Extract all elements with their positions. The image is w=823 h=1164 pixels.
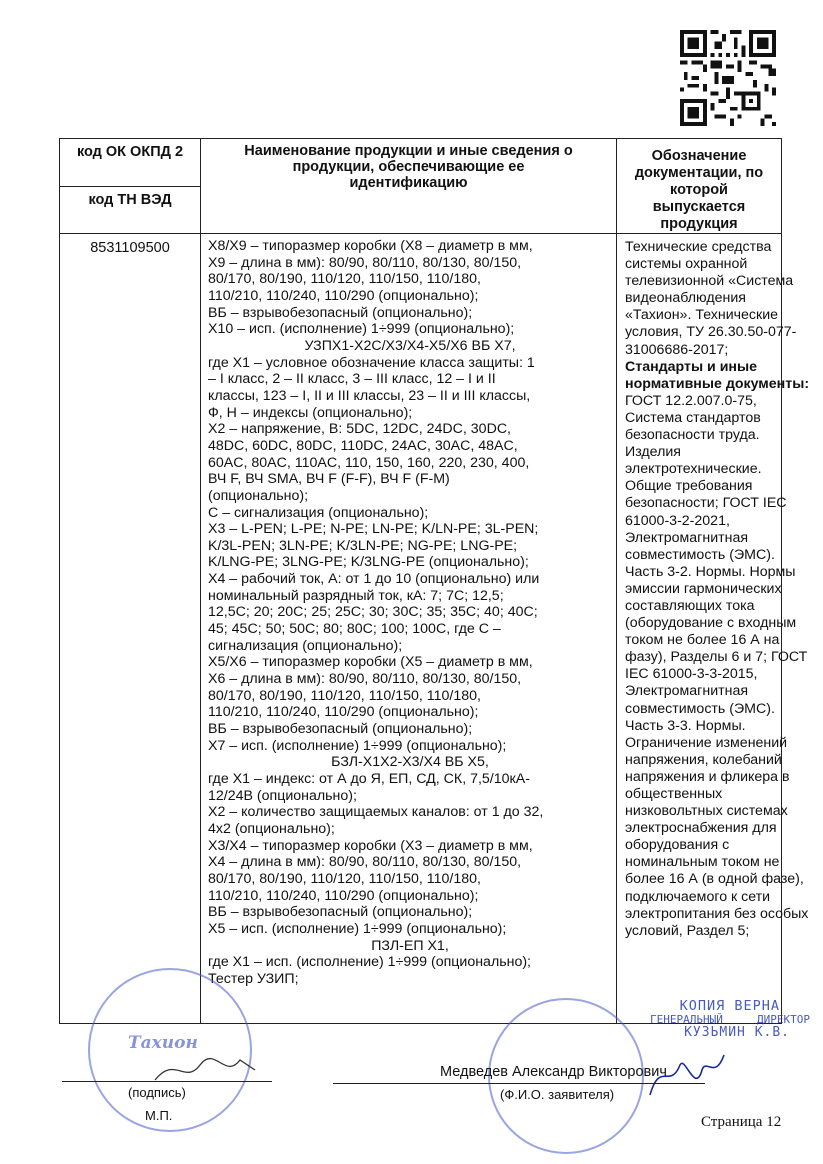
documentation-line: IEC 61000-3-3-2015, — [625, 666, 758, 683]
documentation-line: ГОСТ 12.2.007.0-75, — [625, 392, 757, 409]
documentation-line: Часть 3-2. Нормы. Нормы — [625, 563, 796, 580]
description-line: где X1 – индекс: от А до Я, ЕП, СД, СК, 7,5/10кА- — [208, 771, 530, 787]
header-doc-line: документации, по которой — [634, 165, 764, 198]
certified-role-2: ДИРЕКТОР — [757, 1013, 810, 1026]
documentation-line: совместимость (ЭМС). — [625, 700, 775, 717]
documentation-line: системы охранной — [625, 256, 748, 273]
certified-role-1: ГЕНЕРАЛЬНЫЙ — [650, 1013, 723, 1026]
documentation-line: (оборудование с входным — [625, 615, 797, 632]
description-line: K/LNG-PE; 3LNG-PE; K/3LNG-PE (опционально); — [208, 554, 529, 571]
documentation-line: Электромагнитная — [625, 683, 749, 700]
documentation-line: общественных — [625, 786, 723, 802]
description-line: – I класс, 2 – II класс, 3 – III класс, 12 – I и II — [208, 371, 496, 388]
description-line: 110/210, 110/240, 110/290 (опционально); — [208, 287, 479, 304]
description-line: X2 – напряжение, В: 5DC, 12DC, 24DC, 30DC, — [208, 421, 512, 438]
documentation-line: током не более 16 А на — [625, 632, 780, 649]
header-doc-line: Обозначение — [651, 148, 747, 164]
signature-label: (подпись) — [128, 1085, 186, 1100]
description-line: Тестер УЗИП; — [208, 970, 299, 987]
description-line: X3/X4 – типоразмер коробки (X3 – диаметр в мм, — [208, 837, 533, 854]
description-line: 60AC, 80AC, 110AC, 110, 150, 160, 220, 230, 400, — [208, 454, 530, 471]
documentation-line: более 16 А (в одной фазе), — [625, 871, 804, 888]
description-line: K/3L-PEN; 3LN-PE; K/3LN-PE; NG-PE; LNG-PE; — [208, 537, 518, 554]
description-line: X7 – исп. (исполнение) 1÷999 (опционально); — [208, 737, 507, 754]
documentation-line: безопасности труда. — [625, 427, 760, 444]
documentation-line: Стандарты и иные — [625, 358, 757, 375]
description-line: 80/170, 80/190, 110/120, 110/150, 110/180, — [208, 870, 481, 887]
documentation-line: нормативные документы: — [625, 375, 810, 392]
signature-line — [62, 1081, 272, 1082]
documentation-line: Система стандартов — [625, 409, 761, 426]
documentation-line: телевизионной «Система — [625, 273, 794, 290]
description-line: X4 – длина в мм): 80/90, 80/110, 80/130, 80/150, — [208, 854, 522, 871]
documentation-line: электропитания без особых — [625, 905, 809, 922]
description-line: ВБ – взрывобезопасный (опционально); — [208, 721, 473, 738]
documentation-line: Изделия — [625, 444, 681, 461]
certified-person: КУЗЬМИН К.В. — [684, 1025, 790, 1040]
description-line: где X1 – исп. (исполнение) 1÷999 (опционально); — [208, 954, 532, 971]
documentation-line: «Тахион». Технические — [625, 307, 779, 324]
documentation-line: безопасности; ГОСТ IEC — [625, 495, 787, 512]
header-name-line: Наименование продукции и иные сведения о — [244, 143, 573, 159]
description-line: 45; 45С; 50; 50С; 80; 80С; 100; 100С, где С – — [208, 621, 501, 638]
signature-left — [150, 1050, 260, 1090]
description-line: X6 – длина в мм): 80/90, 80/110, 80/130, 80/150, — [208, 671, 522, 688]
applicant-name: Медведев Александр Викторович — [440, 1064, 667, 1080]
documentation-line: напряжения, колебаний — [625, 751, 782, 768]
description-line: ПЗЛ-ЕП X1, — [371, 937, 449, 954]
documentation-line: Технические средства — [625, 239, 772, 255]
description-line: ВБ – взрывобезопасный (опционально); — [208, 904, 473, 921]
documentation-line: условия, ТУ 26.30.50-077- — [625, 324, 797, 341]
header-name-line: идентификацию — [349, 175, 468, 191]
documentation-line: фазу), Разделы 6 и 7; ГОСТ — [625, 649, 808, 666]
description-line: X2 – количество защищаемых каналов: от 1 до 32, — [208, 804, 544, 821]
qr-code — [680, 30, 776, 126]
description-line: 12,5С; 20; 20С; 25; 25С; 30; 30С; 35; 35С; 40; 40С; — [208, 604, 538, 621]
header-documentation — [617, 139, 782, 234]
description-line: (опционально); — [208, 487, 309, 504]
documentation-line: видеонаблюдения — [625, 290, 746, 307]
header-name-line: продукции, обеспечивающие ее — [292, 159, 525, 175]
documentation-line: номинальным током не — [625, 854, 780, 871]
documentation-line: Ограничение изменений — [625, 734, 788, 751]
documentation-line: совместимость (ЭМС). — [625, 546, 775, 563]
description-line: где X1 – условное обозначение класса защиты: 1 — [208, 354, 535, 371]
documentation-line: напряжения и фликера в — [625, 768, 790, 785]
product-code: 8531109500 — [60, 234, 201, 1024]
applicant-label: (Ф.И.О. заявителя) — [500, 1087, 615, 1102]
description-line: классы, 123 – I, II и III классы, 23 – II и III классы, — [208, 387, 531, 404]
documentation-line: Электромагнитная — [625, 529, 749, 546]
description-line: 12/24В (опционально); — [208, 787, 357, 804]
documentation-line: составляющих тока — [625, 597, 755, 614]
description-line: 80/170, 80/190, 110/120, 110/150, 110/180, — [208, 271, 481, 288]
description-line: X10 – исп. (исполнение) 1÷999 (опционально); — [208, 321, 515, 338]
documentation-line: электротехнические. — [625, 461, 762, 478]
description-line: X5 – исп. (исполнение) 1÷999 (опционально); — [208, 920, 507, 937]
description-line: 48DC, 60DC, 80DC, 110DC, 24AC, 30AC, 48AC, — [208, 437, 518, 454]
documentation-line: Общие требования — [625, 478, 753, 495]
description-line: номинальный разрядный ток, кА: 7; 7С; 12,5; — [208, 587, 504, 604]
documentation-line: Часть 3-3. Нормы. — [625, 717, 746, 734]
applicant-line — [333, 1083, 705, 1084]
seal-company-name: Тахион — [128, 1033, 198, 1053]
description-line: 110/210, 110/240, 110/290 (опционально); — [208, 704, 479, 721]
description-line: 110/210, 110/240, 110/290 (опционально); — [208, 887, 479, 904]
description-line: сигнализация (опционально); — [208, 637, 403, 654]
description-line: БЗЛ-X1X2-X3/X4 ВБ X5, — [331, 754, 489, 771]
documentation-line: низковольтных системах — [625, 803, 788, 820]
documentation-line: 61000-3-2-2021, — [625, 512, 730, 529]
description-line: X3 – L-PEN; L-PE; N-PE; LN-PE; K/LN-PE; 3L-PEN; — [208, 521, 539, 538]
header-code-tnved: код ТН ВЭД — [60, 186, 201, 234]
description-line: 4x2 (опционально); — [208, 820, 335, 837]
documentation-line: оборудования с — [625, 837, 730, 854]
description-line: Ф, Н – индексы (опционально); — [208, 404, 413, 421]
documentation-line: эмиссии гармонических — [625, 580, 782, 597]
certified-copy-stamp — [650, 1000, 810, 1039]
description-line: X5/X6 – типоразмер коробки (X5 – диаметр в мм, — [208, 654, 533, 671]
description-line: УЗПX1-X2C/X3/X4-X5/X6 ВБ X7, — [304, 337, 516, 354]
description-line: ВБ – взрывобезопасный (опционально); — [208, 304, 473, 321]
documentation-line: электроснабжения для — [625, 820, 777, 837]
page-number: Страница 12 — [701, 1114, 782, 1130]
header-product-name — [201, 139, 617, 234]
description-line: С – сигнализация (опционально); — [208, 504, 429, 521]
header-code-okpd: код ОК ОКПД 2 — [60, 139, 201, 187]
description-line: X4 – рабочий ток, А: от 1 до 10 (опционально) или — [208, 571, 540, 588]
seal-place-mark: М.П. — [145, 1108, 173, 1123]
documentation-line: 31006686-2017; — [625, 341, 729, 358]
documentation-line: условий, Раздел 5; — [625, 922, 750, 939]
product-description — [201, 234, 617, 1024]
description-line: X8/X9 – типоразмер коробки (X8 – диаметр в мм, — [208, 238, 533, 254]
description-line: ВЧ F, ВЧ SMA, ВЧ F (F-F), ВЧ F (F-M) — [208, 471, 450, 488]
header-doc-line: выпускается продукция — [652, 199, 746, 232]
description-line: X9 – длина в мм): 80/90, 80/110, 80/130, 80/150, — [208, 254, 522, 271]
certified-copy-text: КОПИЯ ВЕРНА — [679, 998, 780, 1014]
description-line: 80/170, 80/190, 110/120, 110/150, 110/180, — [208, 687, 481, 704]
documentation-line: подключаемого к сети — [625, 888, 771, 905]
